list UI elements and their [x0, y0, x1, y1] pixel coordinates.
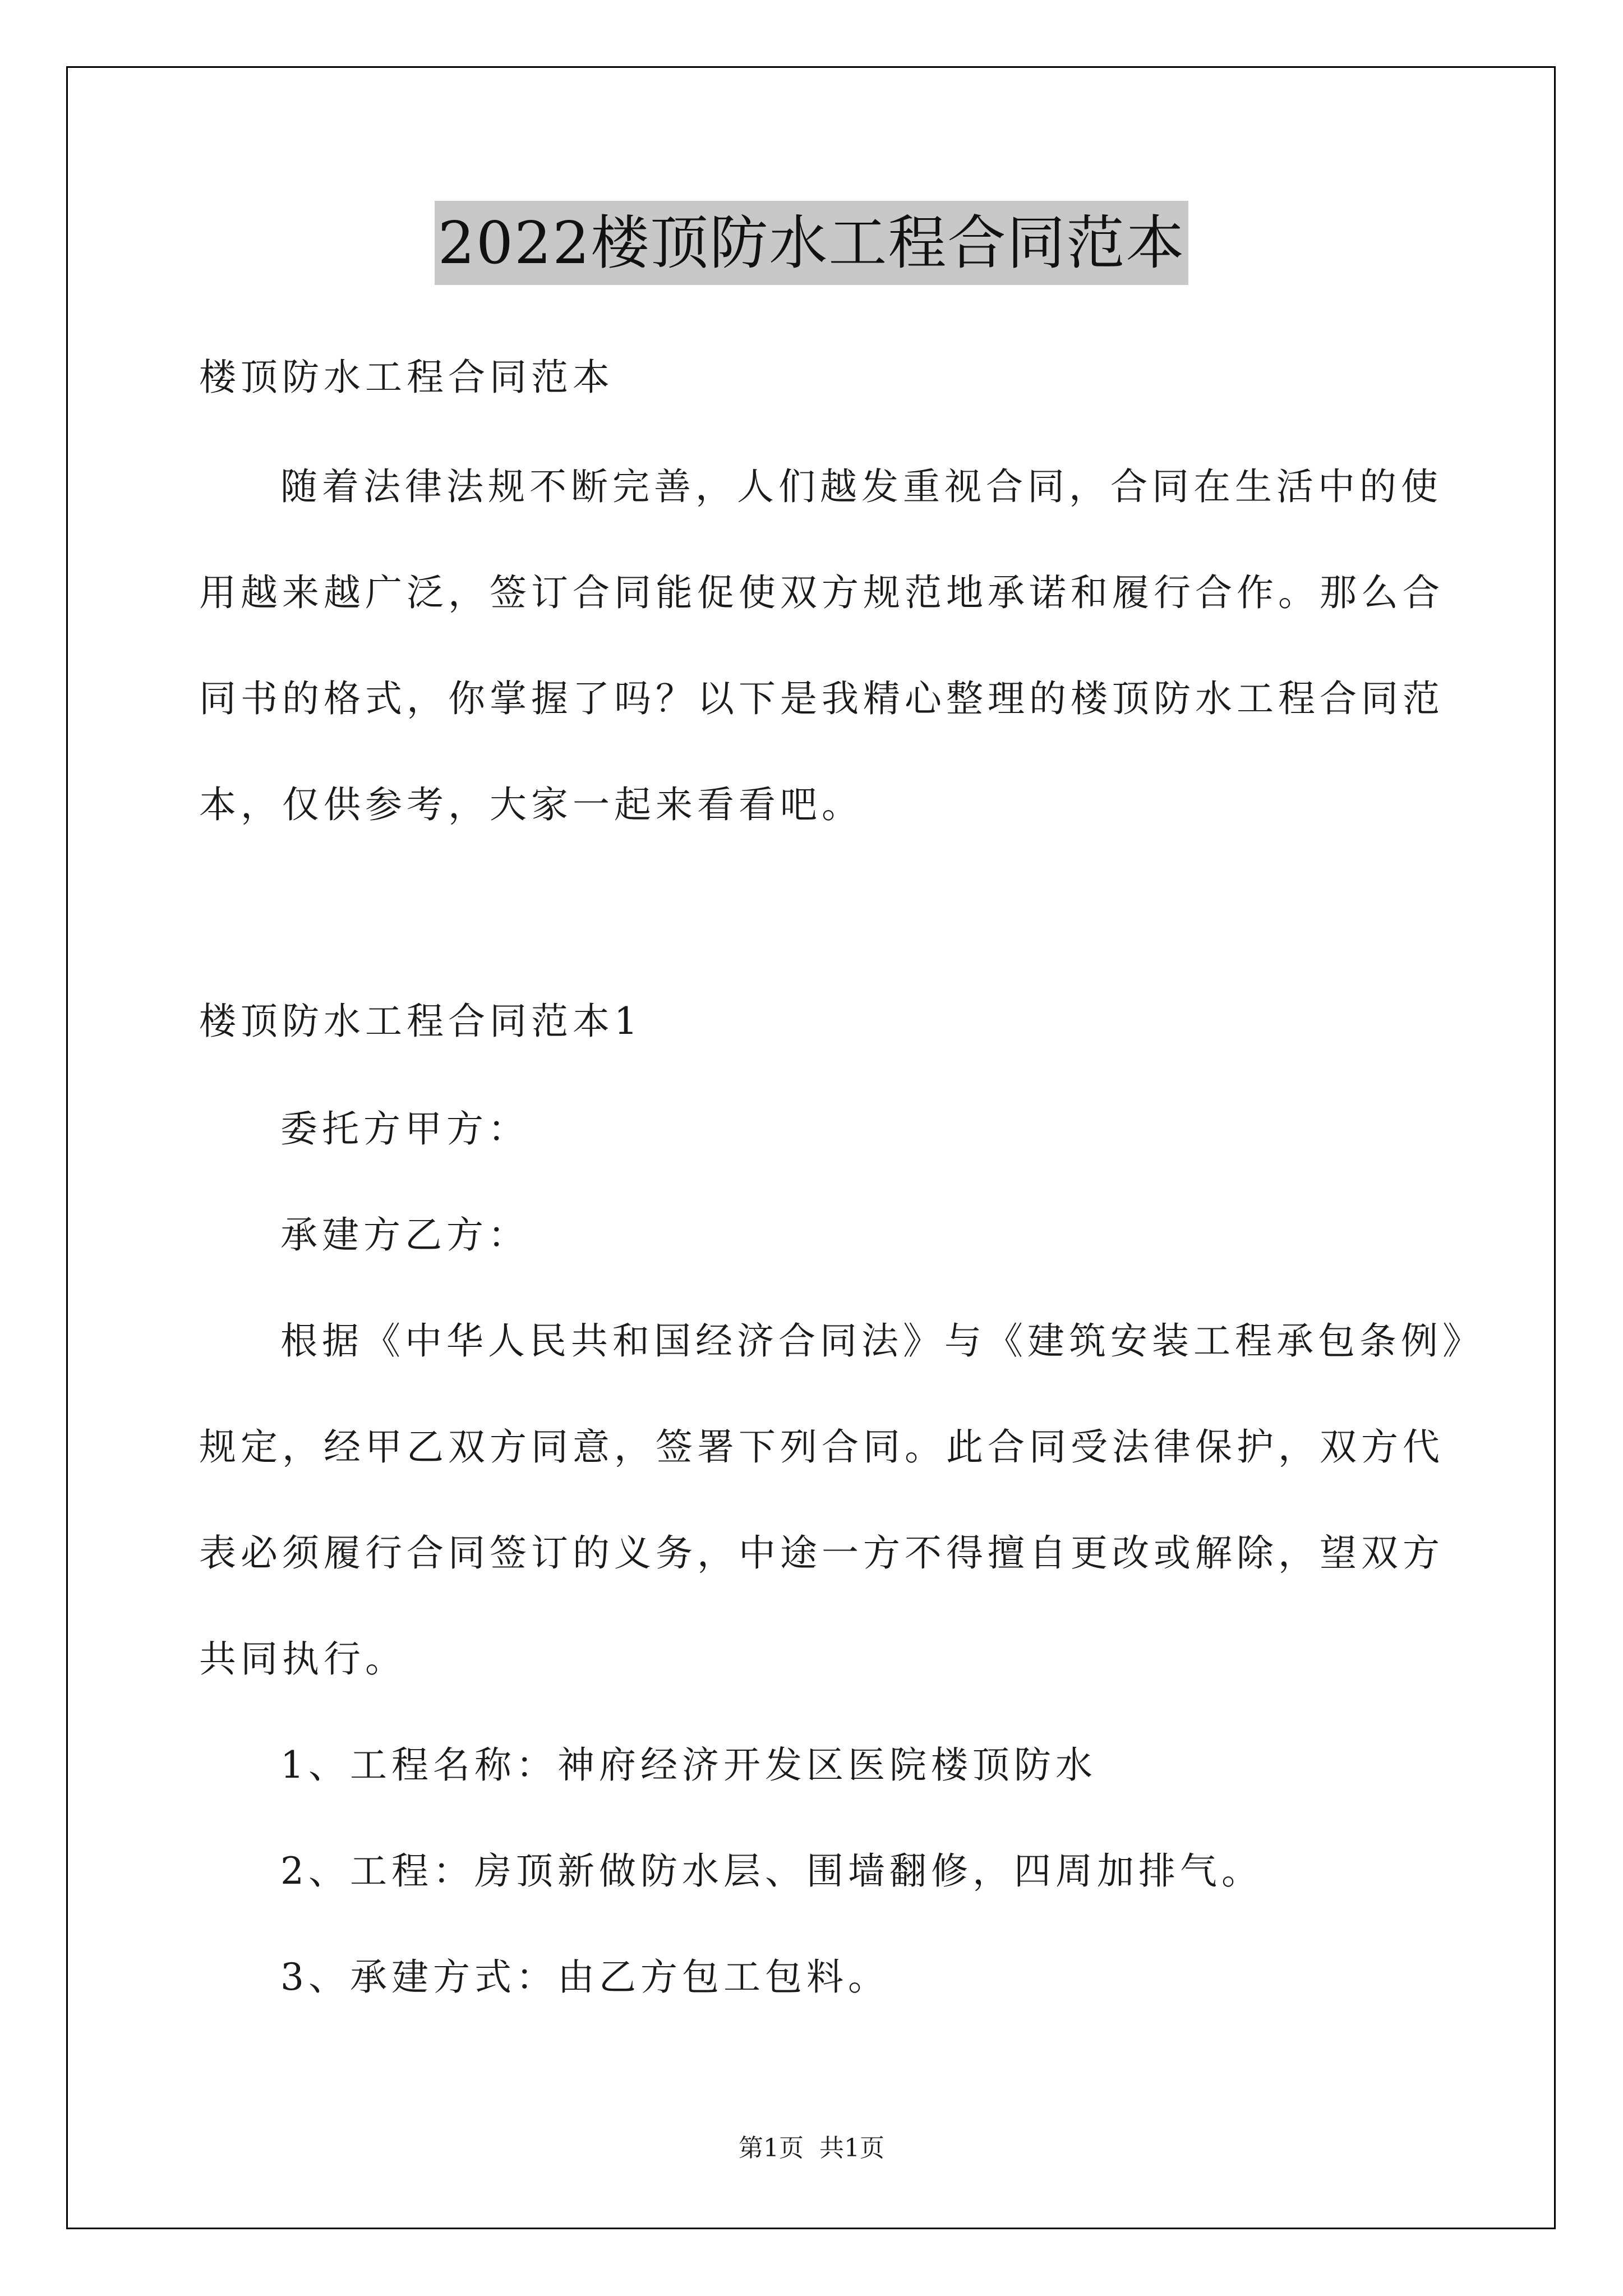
intro-line-4: 本，仅供参考，大家一起来看看吧。: [199, 783, 863, 826]
page-footer: [0, 2132, 1623, 2165]
document-subtitle: 楼顶防水工程合同范本: [199, 356, 614, 399]
basis-line-3: 表必须履行合同签订的义务，中途一方不得擅自更改或解除，望双方: [199, 1531, 1444, 1575]
basis-line-4: 共同执行。: [199, 1637, 407, 1681]
clause-2: 2、工程：房顶新做防水层、围墙翻修，四周加排气。: [280, 1849, 1263, 1893]
party-b-line: 承建方乙方：: [280, 1213, 529, 1257]
page-total: 共1页: [819, 2134, 884, 2162]
title-container: [0, 201, 1623, 285]
intro-line-1: 随着法律法规不断完善，人们越发重视合同，合同在生活中的使: [280, 465, 1442, 508]
clause-3: 3、承建方式：由乙方包工包料。: [280, 1955, 889, 1999]
intro-line-2: 用越来越广泛，签订合同能促使双方规范地承诺和履行合作。那么合: [199, 571, 1444, 614]
intro-line-3: 同书的格式，你掌握了吗？以下是我精心整理的楼顶防水工程合同范: [199, 677, 1444, 720]
document-title: 2022楼顶防水工程合同范本: [435, 201, 1189, 285]
party-a-line: 委托方甲方：: [280, 1107, 529, 1151]
clause-1: 1、工程名称：神府经济开发区医院楼顶防水: [280, 1743, 1097, 1787]
basis-line-2: 规定，经甲乙双方同意，签署下列合同。此合同受法律保护，双方代: [199, 1425, 1444, 1469]
section-heading: 楼顶防水工程合同范本1: [199, 1000, 642, 1043]
page-number: 第1页: [739, 2134, 804, 2162]
basis-line-1: 根据《中华人民共和国经济合同法》与《建筑安装工程承包条例》: [280, 1319, 1484, 1363]
